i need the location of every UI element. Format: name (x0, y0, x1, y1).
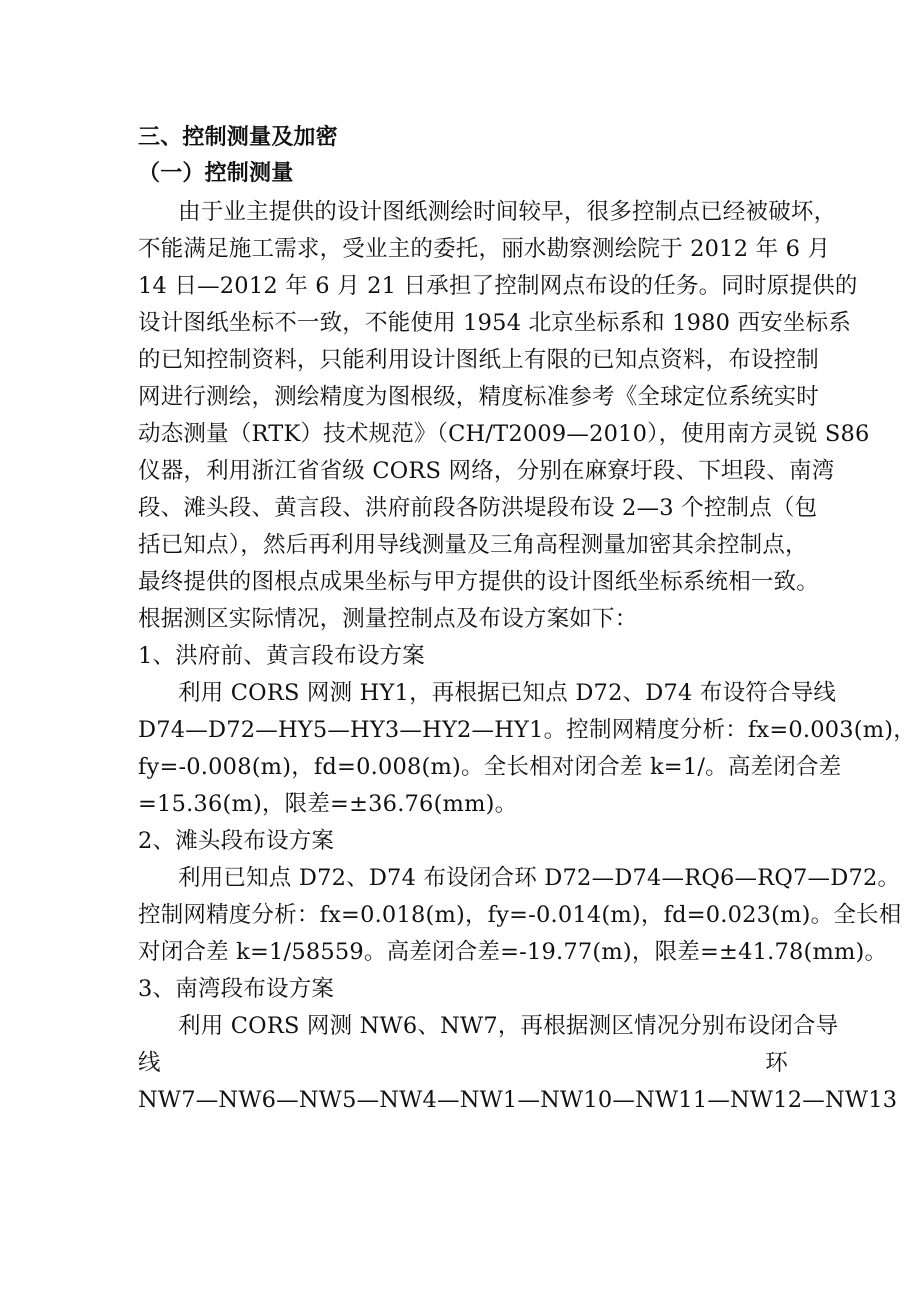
line-end-text: 环 (765, 1050, 788, 1076)
paragraph-line: 的已知控制资料，只能利用设计图纸上有限的已知点资料，布设控制 (138, 347, 820, 373)
plan-heading: 1、洪府前、黄言段布设方案 (138, 643, 425, 669)
paragraph-line: NW7—NW6—NW5—NW4—NW1—NW10—NW11—NW12—NW13 (138, 1087, 898, 1113)
paragraph-line: 根据测区实际情况，测量控制点及布设方案如下： (138, 606, 638, 632)
paragraph-line: 括已知点），然后再利用导线测量及三角高程测量加密其余控制点， (138, 532, 808, 558)
subsection-title: （一）控制测量 (138, 161, 294, 186)
paragraph-line: 利用 CORS 网测 NW6、NW7，再根据测区情况分别布设闭合导 (178, 1013, 839, 1039)
paragraph-line: 对闭合差 k=1/58559。高差闭合差=-19.77(m)，限差=±41.78(mm)。 (138, 939, 888, 965)
line-start-text: 线 (138, 1050, 161, 1076)
paragraph-line: 14 日—2012 年 6 月 21 日承担了控制网点布设的任务。同时原提供的 (138, 273, 858, 299)
plan-heading: 3、南湾段布设方案 (138, 976, 335, 1002)
paragraph-line: 不能满足施工需求，受业主的委托，丽水勘察测绘院于 2012 年 6 月 (138, 236, 831, 262)
paragraph-line: 控制网精度分析：fx=0.018(m)，fy=-0.014(m)，fd=0.023(m)。全长相 (138, 902, 902, 928)
paragraph-line: 由于业主提供的设计图纸测绘时间较早，很多控制点已经被破坏， (178, 199, 837, 225)
section-title: 三、控制测量及加密 (138, 125, 338, 150)
paragraph-line: 网进行测绘，测绘精度为图根级，精度标准参考《全球定位系统实时 (138, 384, 820, 410)
paragraph-line: 设计图纸坐标不一致，不能使用 1954 北京坐标系和 1980 西安坐标系 (138, 310, 852, 336)
paragraph-line: D74—D72—HY5—HY3—HY2—HY1。控制网精度分析：fx=0.003(m)， (138, 717, 916, 743)
paragraph-line: =15.36(m)，限差=±36.76(mm)。 (138, 791, 518, 817)
paragraph-line: 动态测量（RTK）技术规范》（CH/T2009—2010），使用南方灵锐 S86 (138, 421, 870, 447)
paragraph-line-justified (138, 1045, 788, 1081)
paragraph-line: 最终提供的图根点成果坐标与甲方提供的设计图纸坐标系统相一致。 (138, 569, 820, 595)
paragraph-line: fy=-0.008(m)，fd=0.008(m)。全长相对闭合差 k=1/。高差闭合差 (138, 754, 842, 780)
paragraph-line: 仪器，利用浙江省省级 CORS 网络，分别在麻寮圩段、下坦段、南湾 (138, 458, 835, 484)
plan-heading: 2、滩头段布设方案 (138, 828, 335, 854)
paragraph-line: 利用 CORS 网测 HY1，再根据已知点 D72、D74 布设符合导线 (178, 680, 837, 706)
paragraph-line: 利用已知点 D72、D74 布设闭合环 D72—D74—RQ6—RQ7—D72。 (178, 865, 901, 891)
paragraph-line: 段、滩头段、黄言段、洪府前段各防洪堤段布设 2—3 个控制点（包 (138, 495, 818, 521)
